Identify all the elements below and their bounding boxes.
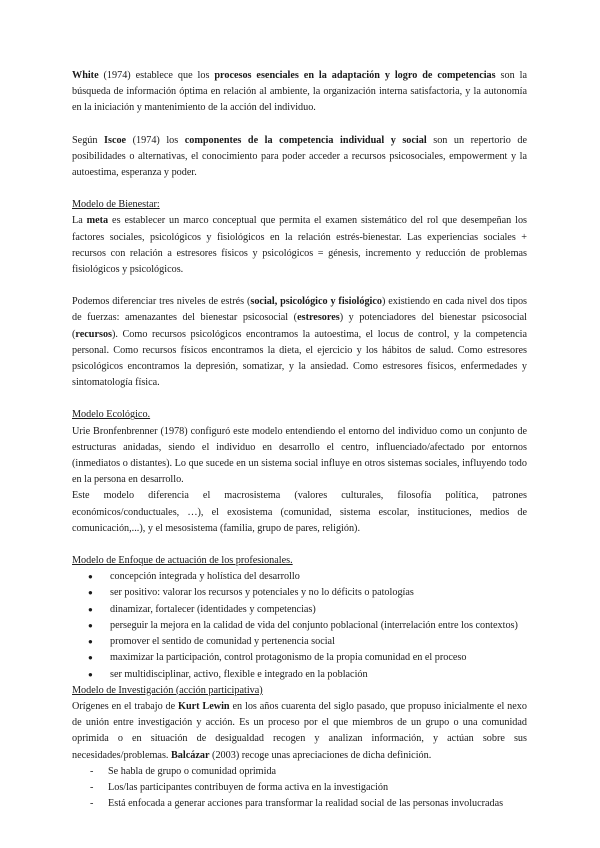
bold-phrase: componentes de la competencia individual y social — [184, 134, 427, 146]
heading-investigacion: Modelo de Investigación (acción participativa) — [72, 684, 263, 696]
bullet-icon: ● — [88, 653, 93, 663]
heading-ecologico: Modelo Ecológico. — [72, 409, 151, 421]
list-item: - Se habla de grupo o comunidad oprimida — [72, 764, 527, 780]
bullet-icon: ● — [88, 588, 93, 598]
list-item: ● perseguir la mejora en la calidad de vida del conjunto poblacional (interrelación entre los contextos) — [72, 618, 527, 634]
list-item: ● dinamizar, fortalecer (identidades y competencias) — [72, 602, 527, 618]
paragraph-bienestar-meta: La meta es establecer un marco conceptual que permita el examen sistemático del rol que desempeñan los factores sociales, psicológicos y fisiológicos en la relación estrés-bienestar. Las experiencias sociales + recursos con relación a estresores físicos y psicológicos = génesis, incremento y reducción de problemas fisiológicos y psicológicos. — [72, 215, 528, 276]
investigacion-list — [72, 764, 527, 813]
list-item: ● promover el sentido de comunidad y pertenencia social — [72, 634, 527, 650]
paragraph-ecologico-2: Este modelo diferencia el macrosistema (valores culturales, filosofía política, patrones económicos/conductuales, …), el exosistema (comunidad, sistema escolar, instituciones, medios de comunicación,...), y el mesosistema (familia, grupo de pares, religión). — [72, 490, 527, 534]
bold-phrase: procesos esenciales en la adaptación y logro de competencias — [214, 70, 496, 81]
heading-bienestar: Modelo de Bienestar: — [72, 199, 160, 211]
paragraph-ecologico-1: Urie Bronfenbrenner (1978) configuró este modelo entendiendo el entorno del individuo como un conjunto de estructuras anidadas, siendo el individuo en desarrollo el centro, influenciado/afectado por entornos (inmediatos o distantes). Lo que sucede en un sistema social influye en otros sistemas sociales, influyendo todo en la persona en desarrollo. — [72, 425, 527, 486]
paragraph-white: White (1974) establece que los procesos esenciales en la adaptación y logro de competencias son la búsqueda de información óptima en relación al ambiente, la organización interna satisfactoria, y la autonomía en la iniciación y mantenimiento de la acción del individuo. — [72, 70, 527, 114]
author-iscoe: Iscoe — [104, 134, 127, 146]
paragraph-investigacion: Orígenes en el trabajo de Kurt Lewin en los años cuarenta del siglo pasado, que propuso inicialmente el nexo de unión entre investigación y acción. Es un proceso por el que miembros de un grupo o una comunidad oprimida o en situación de desigualdad recogen y analizan información, y actúan sobre sus necesidades/problemas. Balcázar (2003) recoge unas apreciaciones de dicha definición. — [72, 700, 527, 761]
dash-icon: - — [90, 798, 94, 810]
list-item: ● maximizar la participación, control protagonismo de la propia comunidad en el proceso — [72, 650, 527, 666]
list-item: ● ser multidisciplinar, activo, flexible e integrado en la población — [72, 667, 527, 683]
paragraph-bienestar-niveles: Podemos diferenciar tres niveles de estrés (social, psicológico y fisiológico) existiendo en cada nivel dos tipos de fuerzas: amenazantes del bienestar psicosocial (estresores) y potenciadores del bienestar psicosocial (recursos). Como recursos psicológicos encontramos la autoestima, el locus de control, y la competencia personal. Como recursos físicos encontramos la dieta, el ejercicio y los hábitos de salud. Como estresores psicológicos encontramos la depresión, somatizar, y la ansiedad. Como estresores físicos, enfermedades y sintomatología física. — [72, 296, 527, 389]
list-item: ● ser positivo: valorar los recursos y potenciales y no lo déficits o patologías — [72, 585, 527, 601]
bullet-icon: ● — [88, 637, 93, 647]
enfoque-list — [72, 569, 527, 682]
author-white: White — [72, 70, 99, 81]
list-item: - Los/las participantes contribuyen de forma activa en la investigación — [72, 780, 527, 796]
bullet-icon: ● — [88, 620, 93, 630]
list-item: ● concepción integrada y holística del desarrollo — [72, 569, 527, 585]
bullet-icon: ● — [88, 604, 93, 614]
bullet-icon: ● — [88, 669, 93, 679]
bullet-icon: ● — [88, 572, 93, 582]
dash-icon: - — [90, 781, 94, 793]
paragraph-iscoe: Según Iscoe (1974) los componentes de la competencia individual y social son un repertorio de posibilidades o alternativas, el conocimiento para poder acceder a recursos psicosociales, empowerment y la autoestima, esperanza y poder. — [72, 134, 527, 179]
list-item: - Está enfocada a generar acciones para transformar la realidad social de las personas involucradas — [72, 796, 527, 812]
document-page — [72, 68, 527, 812]
dash-icon: - — [90, 765, 94, 777]
heading-enfoque: Modelo de Enfoque de actuación de los profesionales. — [72, 555, 293, 567]
